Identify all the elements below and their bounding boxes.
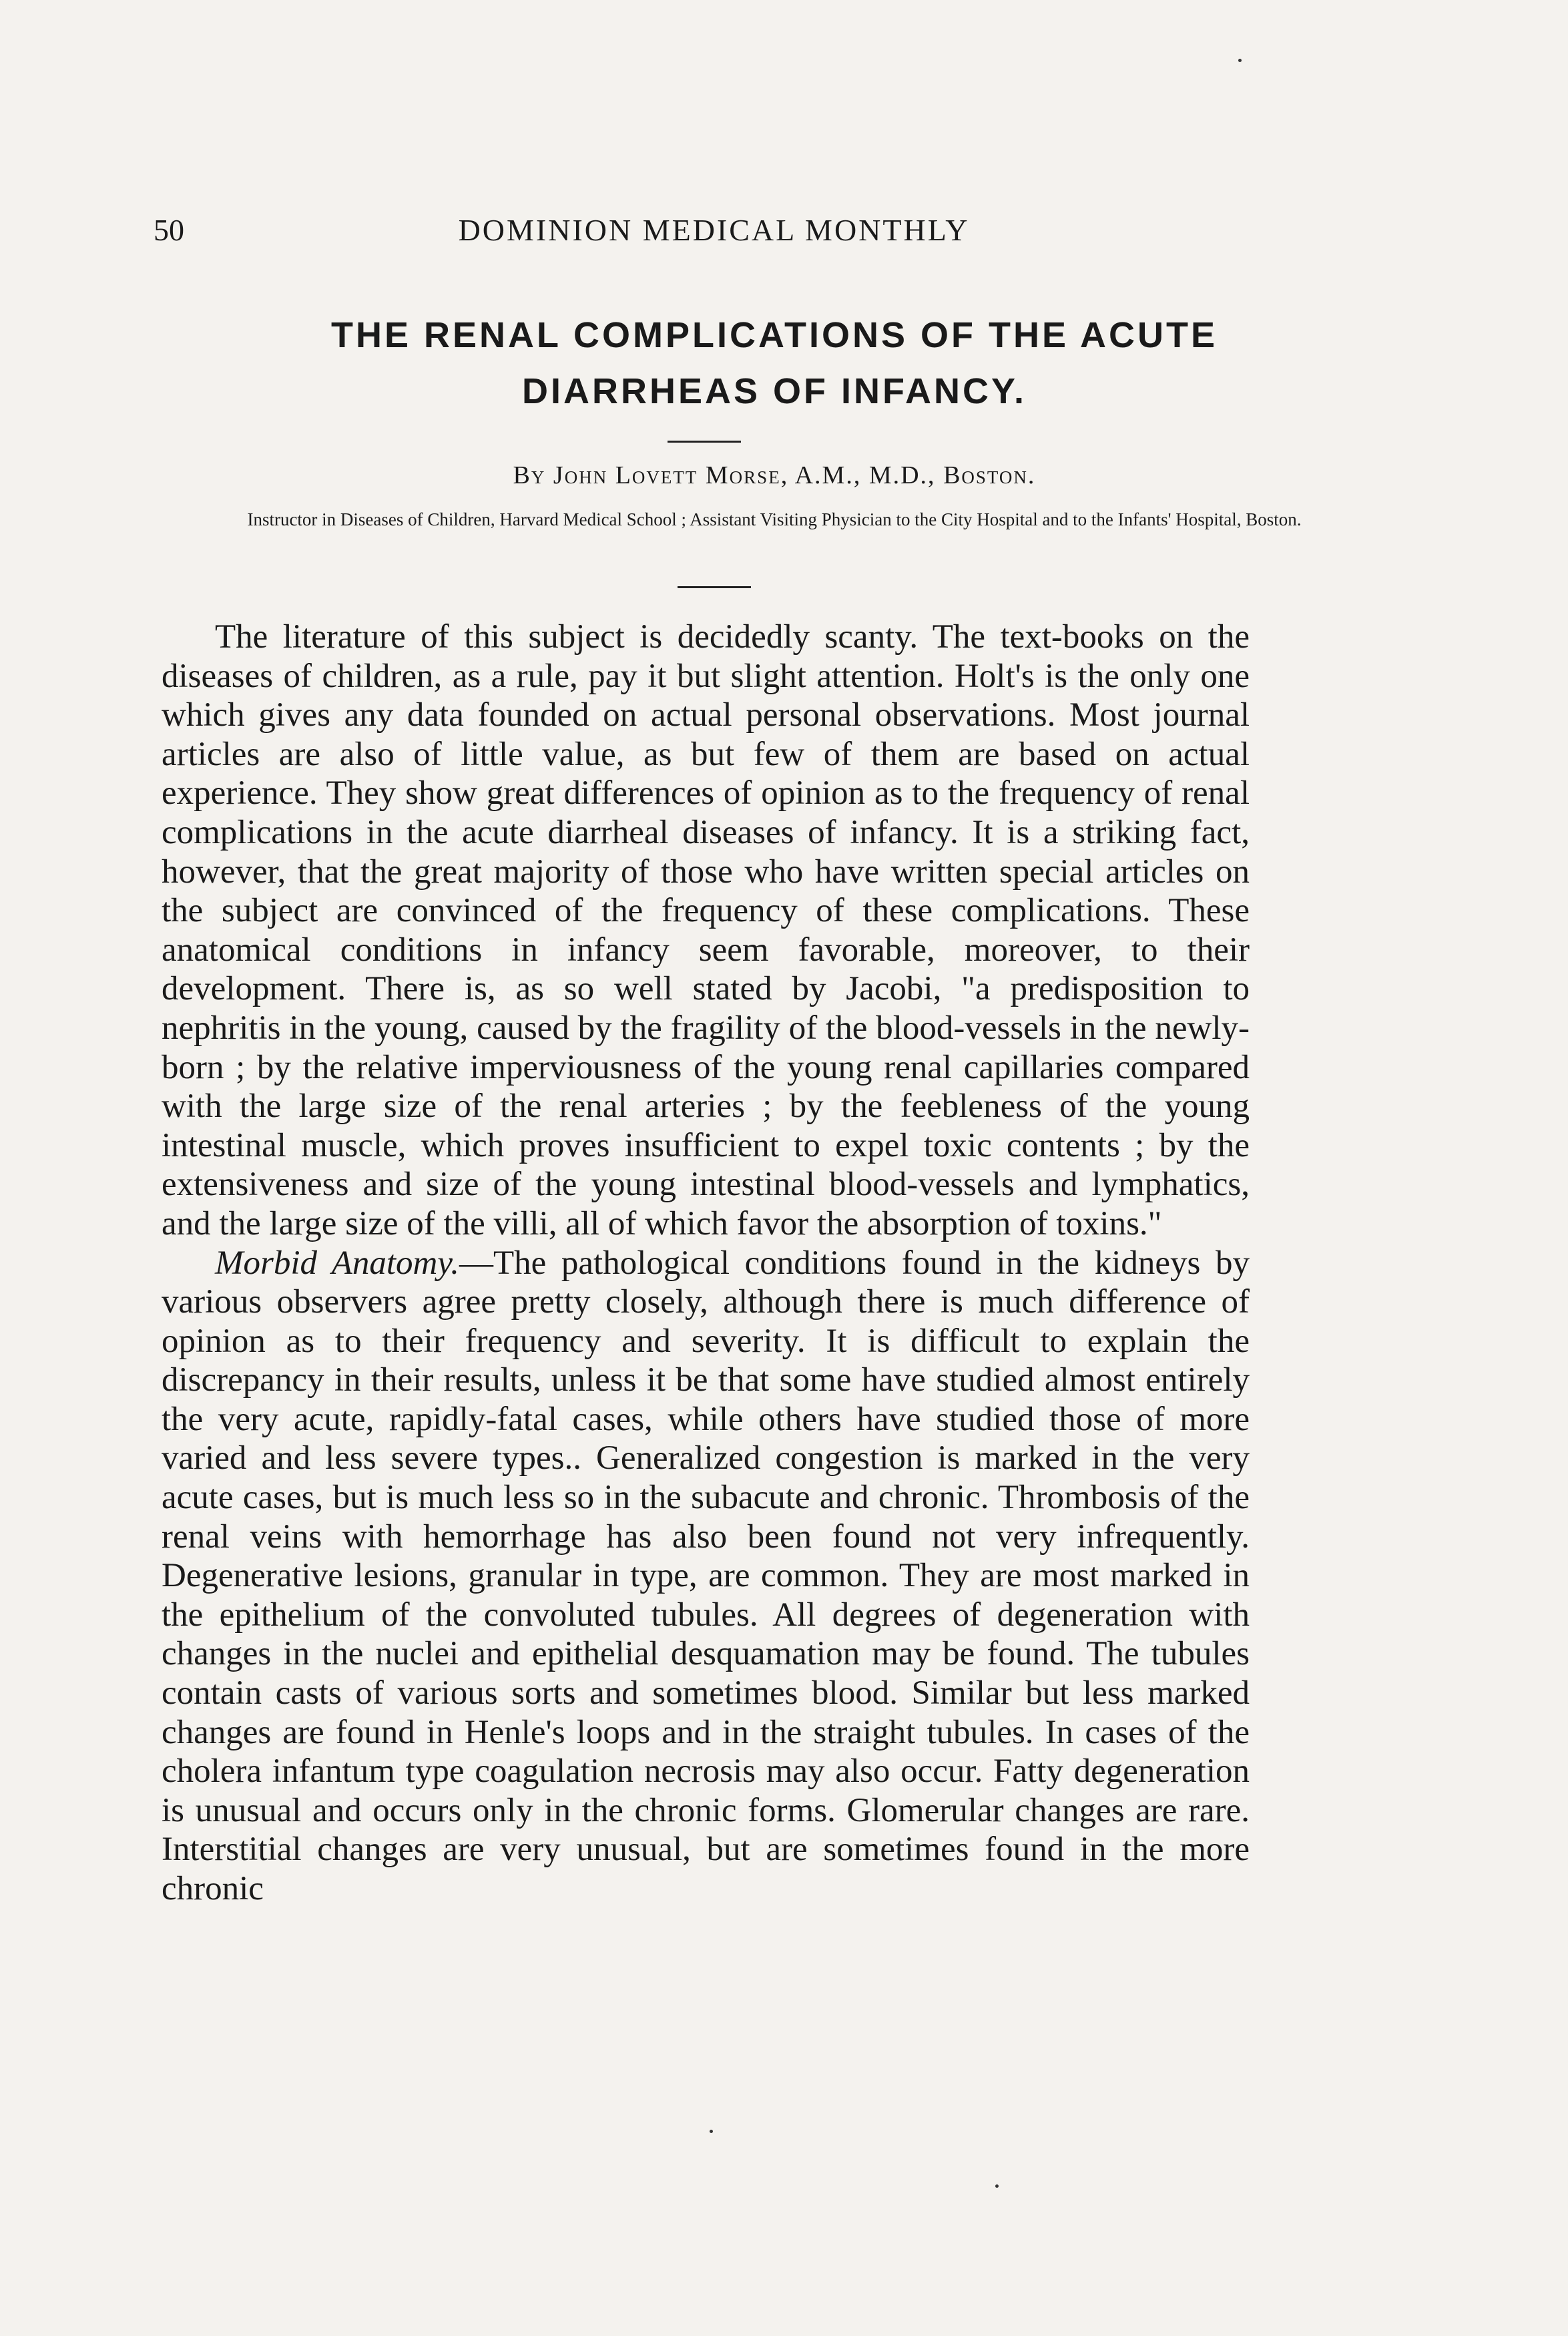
page-number: 50 (154, 213, 184, 247)
journal-title: DOMINION MEDICAL MONTHLY (458, 213, 970, 247)
article-title-line-1: THE RENAL COMPLICATIONS OF THE ACUTE (331, 315, 1218, 355)
byline-prefix: By (513, 461, 546, 489)
byline-degrees: , A.M., M.D., (780, 461, 944, 489)
author-affiliation: Instructor in Diseases of Children, Harvard Medical School ; Assistant Visiting Physician to the City Hospital and to the Infants' Hospital, Boston. (247, 509, 1302, 529)
byline-divider (678, 586, 751, 588)
print-speck (1238, 59, 1242, 62)
byline-author: John Lovett Morse (553, 461, 781, 489)
paragraph-introduction: The literature of this subject is decidedly scanty. The text-books on the diseases of children, as a rule, pay it but slight attention. Holt's is the only one which gives any data founded on actual personal observations. Most journal articles are also of little value, as but few of them are based on actual experience. They show great differences of opinion as to the frequency of renal complications in the acute diarrheal diseases of infancy. It is a striking fact, however, that the great majority of those who have written special articles on the subject are convinced of the frequency of these complications. These anatomical conditions in infancy seem favorable, moreover, to their development. There is, as so well stated by Jacobi, "a predisposition to nephritis in the young, caused by the fragility of the blood-vessels in the newly-born ; by the relative imperviousness of the young renal capillaries compared with the large size of the renal arteries ; by the feebleness of the young intestinal muscle, which proves insufficient to expel toxic contents ; by the extensiveness and size of the young intestinal blood-vessels and lymphatics, and the large size of the villi, all of which favor the absorption of toxins." (162, 618, 1250, 1242)
running-head (154, 212, 1274, 252)
byline (200, 461, 1348, 490)
article-body (162, 618, 1250, 1909)
article-title (200, 307, 1348, 419)
print-speck (995, 2184, 999, 2188)
paragraph-morbid-anatomy-text: —The pathological conditions found in the kidneys by various observers agree pretty closely, although there is much difference of opinion as to their frequency and severity. It is difficult to explain the discrepancy in their results, unless it be that some have studied almost entirely the very acute, rapidly-fatal cases, while others have studied those of more varied and less severe types.. Generalized congestion is marked in the very acute cases, but is much less so in the subacute and chronic. Thrombosis of the renal veins with hemorrhage has also been found not very infrequently. Degenerative lesions, granular in type, are common. They are most marked in the epithelium of the convoluted tubules. All degrees of degeneration with changes in the nuclei and epithelial desquamation may be found. The tubules contain casts of various sorts and sometimes blood. Similar but less marked changes are found in Henle's loops and in the straight tubules. In cases of the cholera infantum type coagulation necrosis may also occur. Fatty degeneration is unusual and occurs only in the chronic forms. Glomerular changes are rare. Interstitial changes are very unusual, but are sometimes found in the more chronic (162, 1244, 1250, 1907)
article-title-line-2: DIARRHEAS OF INFANCY. (521, 371, 1027, 411)
title-divider (668, 441, 741, 443)
paragraph-morbid-anatomy (162, 1244, 1250, 1909)
print-speck (710, 2130, 713, 2133)
section-heading-morbid-anatomy: Morbid Anatomy. (215, 1244, 459, 1282)
byline-city: Boston. (943, 461, 1036, 489)
